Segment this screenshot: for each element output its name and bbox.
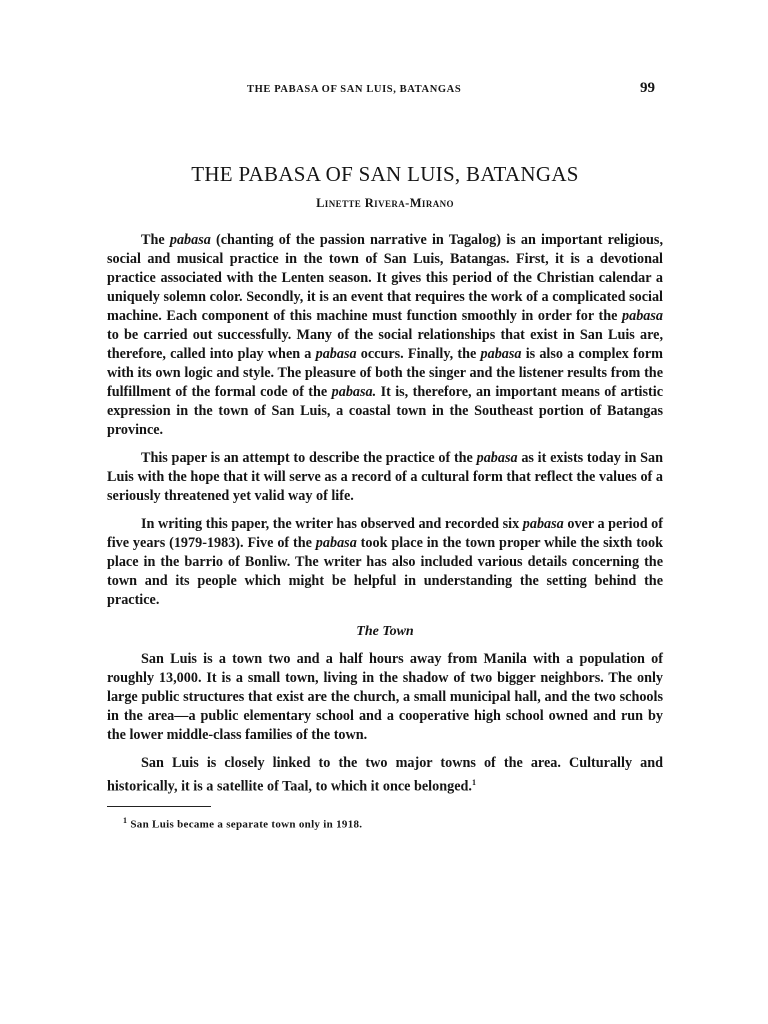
- article-author: Linette Rivera-Mirano: [316, 196, 454, 210]
- article-title: THE PABASA OF SAN LUIS, BATANGAS: [191, 162, 579, 186]
- page: [107, 78, 663, 834]
- italic-term: pabasa: [315, 535, 357, 551]
- italic-term: pabasa: [480, 346, 522, 362]
- paragraph-purpose: This paper is an attempt to describe the practice of the pabasa as it exists today in San Luis with the hope that it will serve as a record of a cultural form that reflect the values of a seriously threatened yet valid way of life.: [107, 450, 664, 504]
- footnote: [107, 811, 663, 835]
- italic-term: pabasa.: [331, 384, 377, 400]
- running-head-title: THE PABASA OF SAN LUIS, BATANGAS: [247, 84, 462, 95]
- italic-term: pabasa: [622, 308, 663, 324]
- footnote-reference: 1: [471, 778, 476, 787]
- paragraph-town-links: San Luis is closely linked to the two major towns of the area. Culturally and historically, it is a satellite of Taal, to which it once belonged.$^1$: [107, 755, 663, 795]
- running-head: [107, 78, 663, 104]
- footnote-divider: [107, 806, 211, 807]
- italic-term: pabasa: [315, 346, 357, 362]
- page-number: 99: [640, 80, 655, 96]
- section-heading-the-town: The Town: [356, 624, 414, 639]
- footnote-text: San Luis became a separate town only in 1918.: [130, 818, 363, 831]
- article-body: [107, 231, 663, 834]
- paragraph-intro: The pabasa (chanting of the passion narrative in Tagalog) is an important religious, social and musical practice in the town of San Luis, Batangas. First, it is a devotional practice associated with the Lenten season. It gives this period of the Christian calendar a uniquely solemn color. Secondly, it is an event that requires the work of a complicated social machine. Each component of this machine must function smoothly in order for the pabasa to be carried out successfully. Many of the social relationships that exist in San Luis are, therefore, called into play when a pabasa occurs. Finally, the pabasa is also a complex form with its own logic and style. The pleasure of both the singer and the listener results from the fulfillment of the formal code of the pabasa. It is, therefore, an important means of artistic expression in the town of San Luis, a coastal town in the Southeast portion of Batangas province.: [107, 232, 663, 438]
- italic-term: pabasa: [522, 516, 564, 532]
- italic-term: pabasa: [169, 232, 211, 248]
- italic-term: pabasa: [476, 450, 518, 466]
- paragraph-method: In writing this paper, the writer has observed and recorded six pabasa over a period of five years (1979-1983). Five of the pabasa took place in the town proper while the sixth took place in the barrio of Bonliw. The writer has also included various details concerning the town and its people which might be helpful in understanding the setting behind the practice.: [107, 516, 663, 608]
- footnote-marker: 1: [123, 815, 128, 825]
- paragraph-town-description: San Luis is a town two and a half hours away from Manila with a population of roughly 13,000. It is a small town, living in the shadow of two bigger neighbors. The only large public structures that exist are the church, a small municipal hall, and the two schools in the area—a public elementary school and a cooperative high school owned and run by the lower middle-class families of the town.: [107, 651, 663, 743]
